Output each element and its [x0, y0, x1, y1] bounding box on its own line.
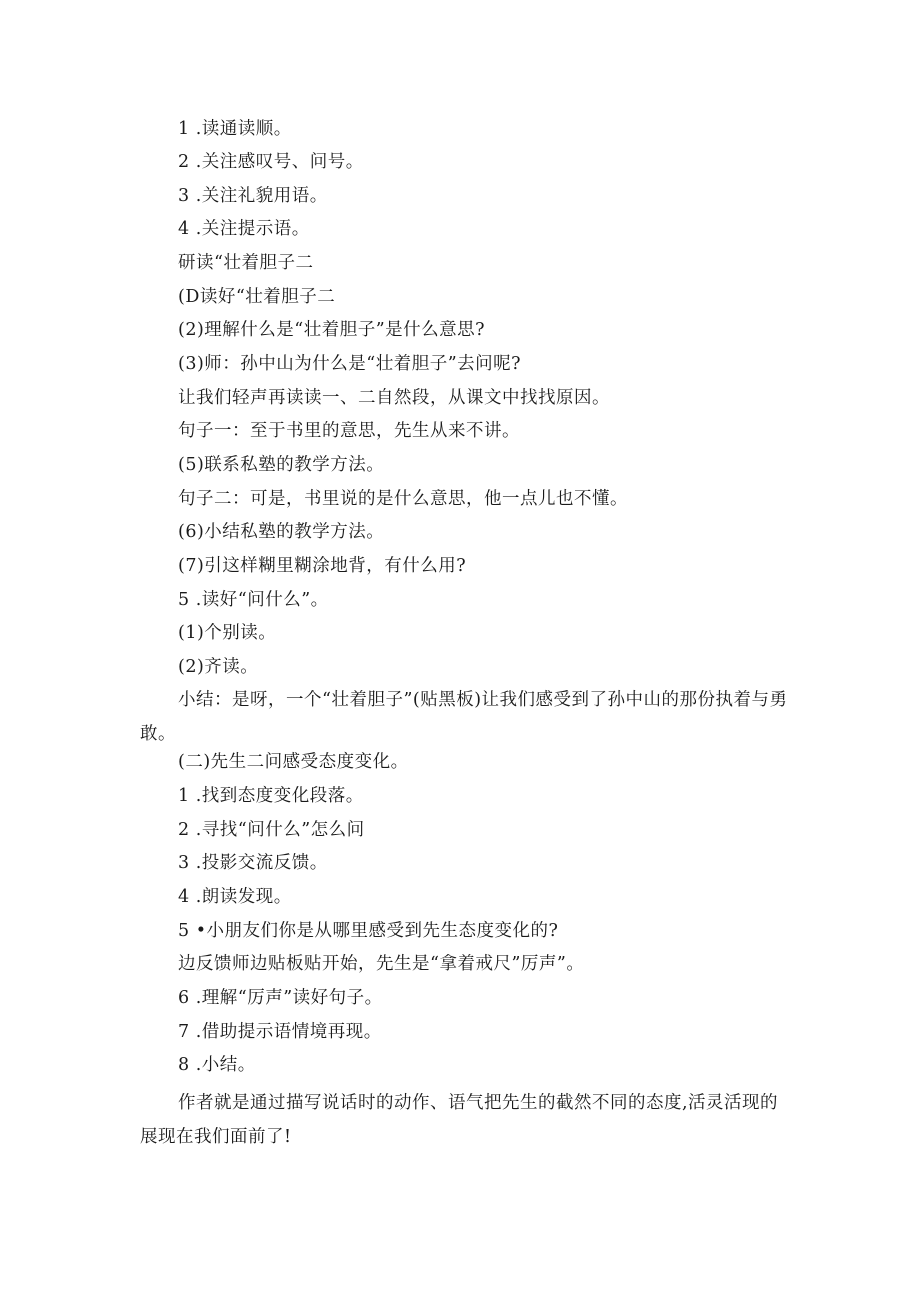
- text-line: 让我们轻声再读读一、二自然段，从课文中找找原因。: [178, 388, 610, 408]
- text-line: 2 .关注感叹号、问号。: [178, 152, 364, 172]
- text-line: 边反馈师边贴板贴开始，先生是“拿着戒尺”厉声”。: [178, 954, 585, 974]
- text-line: (6)小结私塾的教学方法。: [178, 522, 385, 542]
- text-line: 句子二：可是，书里说的是什么意思，他一点儿也不懂。: [178, 489, 628, 509]
- text-line: 5 .读好“问什么”。: [178, 590, 329, 610]
- summary-paragraph: 小结：是呀，一个“壮着胆子”(贴黑板)让我们感受到了孙中山的那份执着与勇敢。: [140, 690, 788, 744]
- text-line: 4 .朗读发现。: [178, 887, 292, 907]
- text-line: (7)引这样糊里糊涂地背，有什么用?: [178, 556, 467, 576]
- text-line: 7 .借助提示语情境再现。: [178, 1022, 382, 1042]
- text-line: 5 •小朋友们你是从哪里感受到先生态度变化的?: [178, 921, 559, 941]
- text-line: (2)齐读。: [178, 657, 259, 677]
- text-line: 4 .关注提示语。: [178, 219, 310, 239]
- text-line: 2 .寻找“问什么”怎么问: [178, 820, 365, 840]
- text-line: (5)联系私塾的教学方法。: [178, 455, 385, 475]
- text-line: 3 .关注礼貌用语。: [178, 186, 328, 206]
- text-line: 3 .投影交流反馈。: [178, 853, 328, 873]
- text-line: 8 .小结。: [178, 1055, 256, 1075]
- text-line: (D读好“壮着胆子二: [178, 287, 336, 307]
- text-line: (二)先生二问感受态度变化。: [178, 752, 409, 772]
- text-line: 1 .读通读顺。: [178, 119, 292, 139]
- text-line: 1 .找到态度变化段落。: [178, 786, 364, 806]
- text-line: (2)理解什么是“壮着胆子”是什么意思?: [178, 320, 486, 340]
- text-line: 句子一：至于书里的意思，先生从来不讲。: [178, 421, 520, 441]
- text-line: 6 .理解“厉声”读好句子。: [178, 988, 383, 1008]
- conclusion-paragraph: 作者就是通过描写说话时的动作、语气把先生的截然不同的态度,活灵活现的展现在我们面前了!: [140, 1093, 779, 1147]
- text-line: (3)师：孙中山为什么是“壮着胆子”去问呢?: [178, 354, 522, 374]
- text-line: 研读“壮着胆子二: [178, 253, 314, 273]
- text-line: (1)个别读。: [178, 623, 277, 643]
